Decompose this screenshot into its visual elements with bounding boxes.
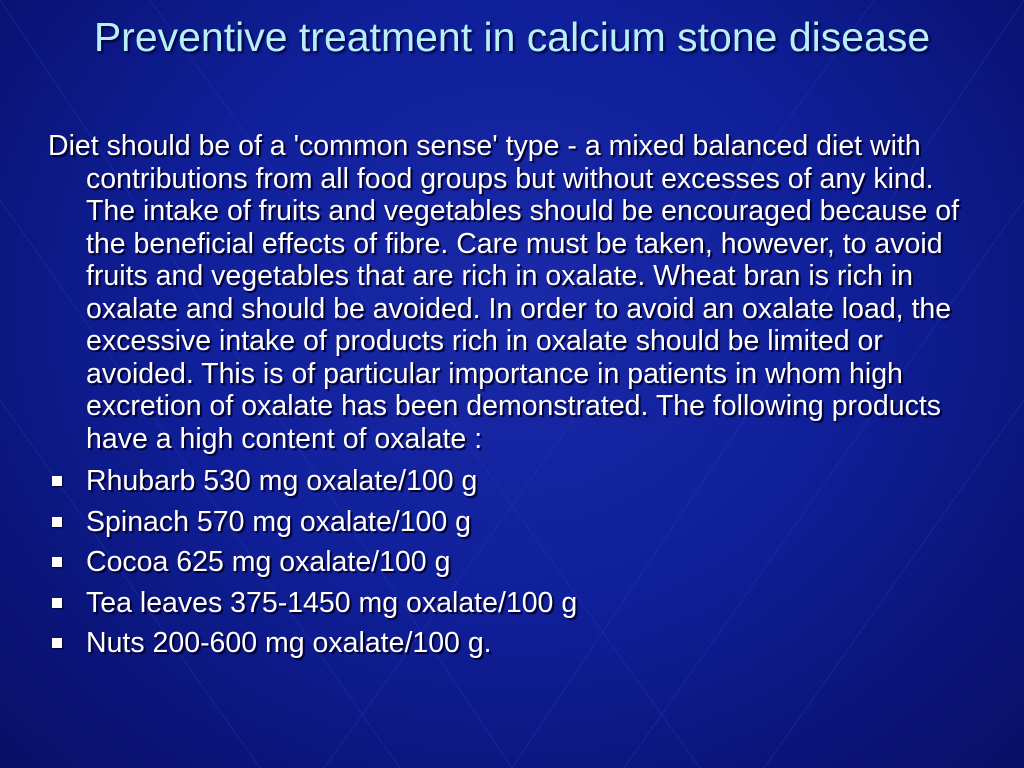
square-bullet-icon — [52, 557, 62, 567]
list-item-text: Cocoa 625 mg oxalate/100 g — [86, 546, 451, 578]
list-item — [48, 623, 978, 664]
square-bullet-icon — [52, 476, 62, 486]
list-item-text: Spinach 570 mg oxalate/100 g — [86, 505, 472, 538]
slide-title: Preventive treatment in calcium stone disease — [93, 14, 931, 60]
list-item — [48, 502, 978, 543]
list-item-text: Rhubarb 530 mg oxalate/100 g — [86, 465, 478, 497]
square-bullet-icon — [52, 517, 62, 527]
list-item-text: Tea leaves 375-1450 mg oxalate/100 g — [86, 586, 578, 619]
slide-body — [48, 130, 978, 664]
list-item-text: Nuts 200-600 mg oxalate/100 g. — [86, 627, 492, 659]
list-item — [48, 542, 978, 583]
oxalate-list — [48, 461, 978, 664]
body-paragraph: Diet should be of a 'common sense' type - a mixed balanced diet with contributions from all food groups but without excesses of any kind. The intake of fruits and vegetables should be encouraged because of the beneficial effects of fibre. Care must be taken, however, to avoid fruits and vegetables that are rich in oxalate. Wheat bran is rich in oxalate and should be avoided. In order to avoid an oxalate load, the excessive intake of products rich in oxalate should be limited or avoided. This is of particular importance in patients in whom high excretion of oxalate has been demonstrated. The following products have a high content of oxalate : — [48, 130, 960, 455]
square-bullet-icon — [52, 598, 62, 608]
list-item — [48, 583, 978, 624]
square-bullet-icon — [52, 638, 62, 648]
list-item — [48, 461, 978, 502]
